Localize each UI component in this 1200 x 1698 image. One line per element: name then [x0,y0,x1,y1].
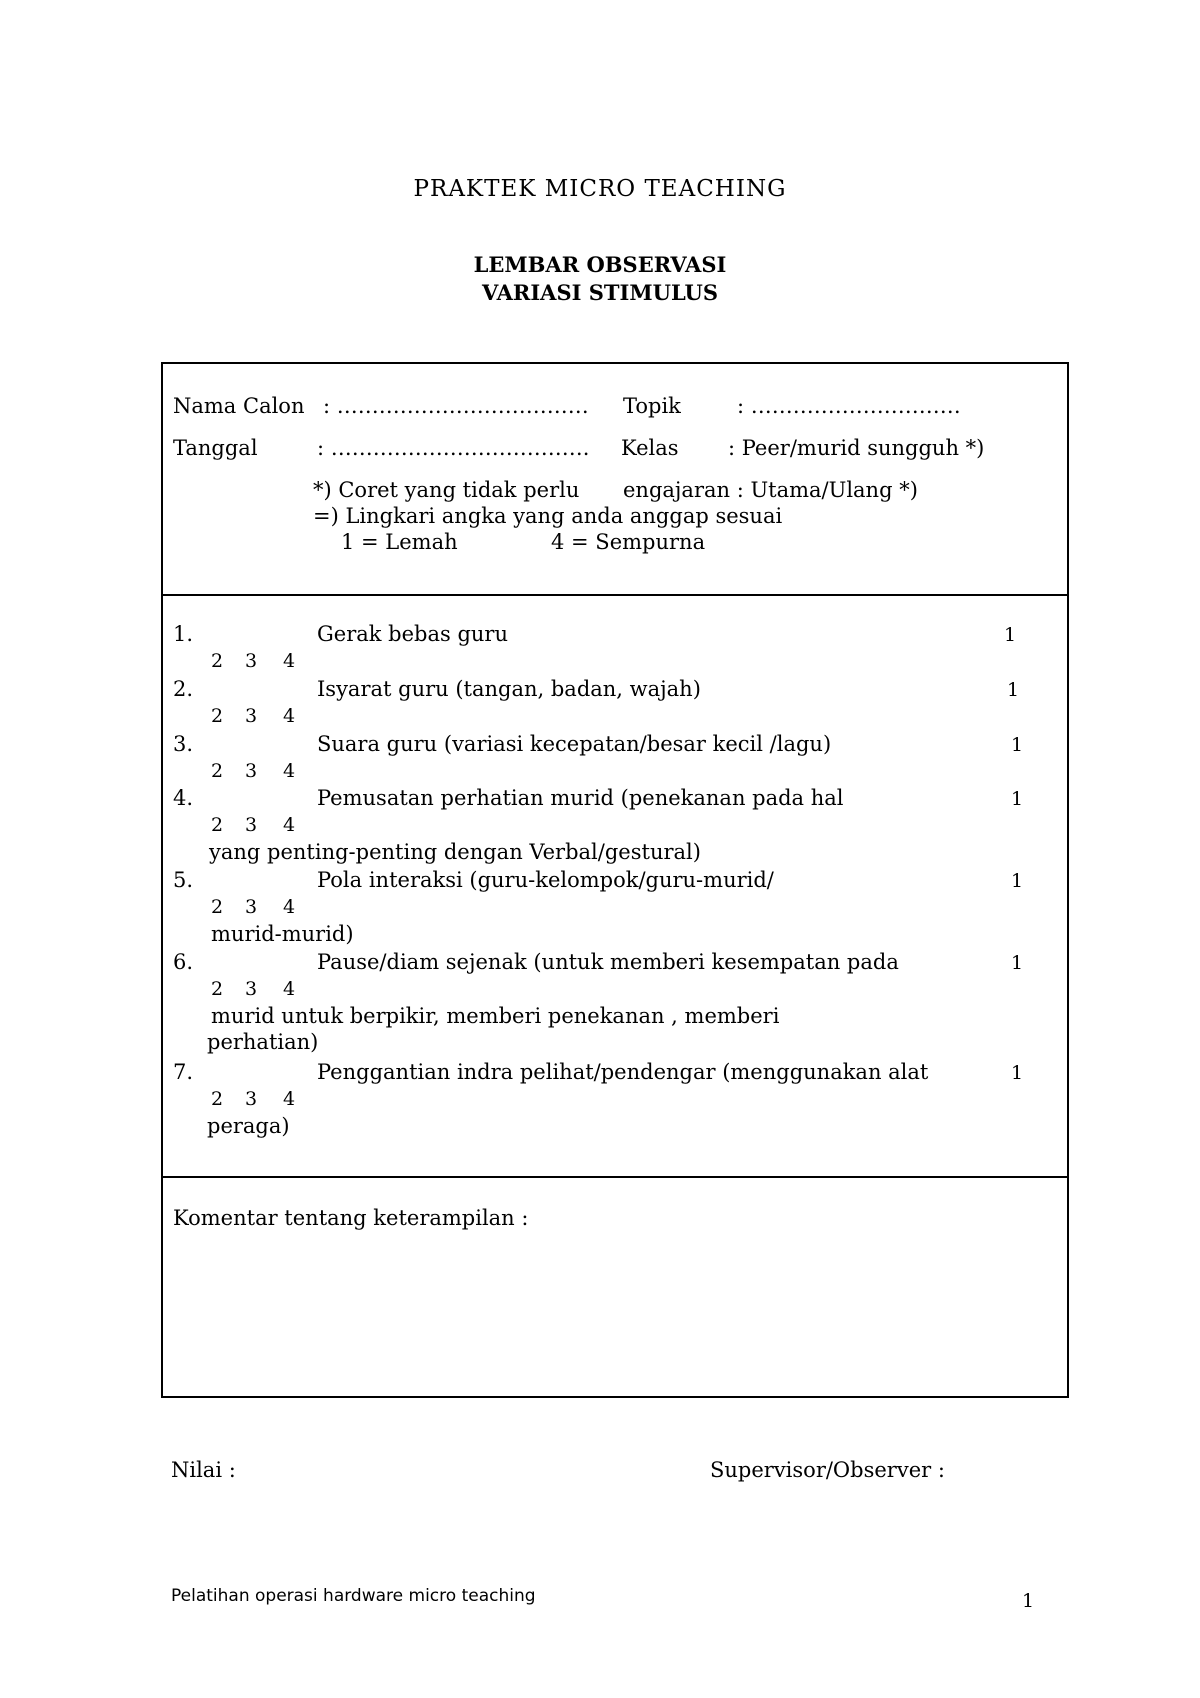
document-title: PRAKTEK MICRO TEACHING [413,176,787,202]
score-option-1[interactable]: 1 [1011,734,1024,756]
item-number: 5. [173,868,194,892]
note-coret: *) Coret yang tidak perlu [313,478,580,502]
nilai-label: Nilai : [171,1458,236,1482]
tanggal-label: Tanggal [173,436,258,460]
supervisor-label: Supervisor/Observer : [710,1458,945,1482]
score-option-3[interactable]: 3 [245,978,258,1000]
form-subtitle: VARIASI STIMULUS [481,280,719,305]
nama-calon-label: Nama Calon [173,394,305,418]
score-option-3[interactable]: 3 [245,1088,258,1110]
item-number: 4. [173,786,194,810]
item-number: 2. [173,677,194,701]
topik-label: Topik [623,394,681,418]
item-text-continued: murid-murid) [211,922,354,946]
score-option-1[interactable]: 1 [1011,1062,1024,1084]
page-number: 1 [1022,1590,1035,1612]
observation-form [161,362,1069,1398]
score-option-2[interactable]: 2 [211,1088,224,1110]
item-number: 1. [173,622,194,646]
tanggal-field[interactable]: : ………………………………. [317,436,590,460]
score-option-4[interactable]: 4 [283,978,296,1000]
section-divider [163,1176,1067,1178]
item-text: Penggantian indra pelihat/pendengar (menggunakan alat [317,1060,929,1084]
score-option-1[interactable]: 1 [1004,624,1017,646]
topik-field[interactable]: : ………………………… [737,394,961,418]
score-option-4[interactable]: 4 [283,814,296,836]
item-text: Suara guru (variasi kecepatan/besar kecil /lagu) [317,732,832,756]
form-title: LEMBAR OBSERVASI [473,252,727,277]
score-option-4[interactable]: 4 [283,760,296,782]
item-text: Gerak bebas guru [317,622,508,646]
score-option-3[interactable]: 3 [245,650,258,672]
section-divider [163,594,1067,596]
score-option-2[interactable]: 2 [211,760,224,782]
score-option-1[interactable]: 1 [1011,952,1024,974]
score-option-3[interactable]: 3 [245,896,258,918]
score-option-2[interactable]: 2 [211,814,224,836]
item-text: Pause/diam sejenak (untuk memberi kesempatan pada [317,950,899,974]
score-option-4[interactable]: 4 [283,896,296,918]
item-number: 3. [173,732,194,756]
nama-calon-field[interactable]: : ……………………………… [323,394,589,418]
score-option-2[interactable]: 2 [211,978,224,1000]
scale-low: 1 = Lemah [341,530,458,554]
note-pengajaran: engajaran : Utama/Ulang *) [623,478,918,502]
item-text-continued: perhatian) [207,1030,319,1054]
score-option-1[interactable]: 1 [1011,870,1024,892]
score-option-3[interactable]: 3 [245,814,258,836]
item-text-continued: peraga) [207,1114,290,1138]
kelas-label: Kelas [621,436,679,460]
item-number: 6. [173,950,194,974]
score-option-3[interactable]: 3 [245,705,258,727]
score-option-4[interactable]: 4 [283,705,296,727]
score-option-4[interactable]: 4 [283,1088,296,1110]
score-option-1[interactable]: 1 [1007,679,1020,701]
note-lingkari: =) Lingkari angka yang anda anggap sesuai [313,504,783,528]
score-option-2[interactable]: 2 [211,650,224,672]
footer-text: Pelatihan operasi hardware micro teaching [171,1586,536,1606]
score-option-2[interactable]: 2 [211,896,224,918]
item-text-continued: yang penting-penting dengan Verbal/gestural) [209,840,701,864]
item-number: 7. [173,1060,194,1084]
score-option-2[interactable]: 2 [211,705,224,727]
scale-high: 4 = Sempurna [551,530,706,554]
kelas-field[interactable]: : Peer/murid sungguh *) [728,436,985,460]
score-option-3[interactable]: 3 [245,760,258,782]
item-text: Pola interaksi (guru-kelompok/guru-murid/ [317,868,774,892]
score-option-4[interactable]: 4 [283,650,296,672]
item-text: Isyarat guru (tangan, badan, wajah) [317,677,701,701]
score-option-1[interactable]: 1 [1011,788,1024,810]
item-text-continued: murid untuk berpikir, memberi penekanan , memberi [211,1004,780,1028]
item-text: Pemusatan perhatian murid (penekanan pada hal [317,786,844,810]
comment-label: Komentar tentang keterampilan : [173,1206,529,1230]
